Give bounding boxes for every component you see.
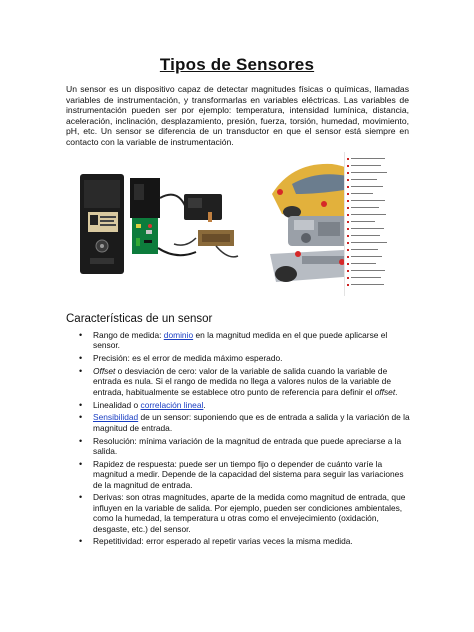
sensor-legend (344, 152, 389, 296)
list-item: • Derivas: son otras magnitudes, aparte de la medida como magnitud de entrada, que influyen en la variable de salida. Por ejemplo, pueden ser condiciones ambientales, como la humedad, la temperatura u otras como el envejecimiento (oxidación, desgaste, etc.) del sensor. (66, 492, 411, 534)
sensibilidad-link[interactable]: Sensibilidad (93, 412, 139, 423)
list-item: • Sensibilidad de un sensor: suponiendo que es de entrada a salida y la variación de la magnitud de entrada. (66, 412, 411, 433)
characteristics-list (66, 330, 411, 549)
correlacion-lineal-link[interactable]: correlación lineal (140, 399, 204, 410)
list-item: • Rango de medida: dominio en la magnitud medida en el que puede aplicarse el sensor. (66, 330, 411, 351)
page-title: Tipos de Sensores (159, 55, 315, 74)
list-item: • Rapidez de respuesta: puede ser un tiempo fijo o depender de cuánto varíe la magnitud a medir. Depende de la capacidad del sistema para seguir las variaciones de la magnitud de entrada. (66, 459, 411, 490)
list-item: • Linealidad o correlación lineal. (66, 400, 411, 410)
sensors-photo (66, 168, 244, 286)
list-item: • Precisión: es el error de medida máximo esperado. (66, 353, 411, 363)
intro-paragraph: Un sensor es un dispositivo capaz de detectar magnitudes físicas o químicas, llamadas variables de instrumentación, y transformarlas en variables eléctricas. Las variables de instrumentación pueden ser por ejemplo: temperatura, intensidad lumínica, distancia, aceleración, inclinación, desplazamiento, presión, fuerza, torsión, humedad, movimiento, pH, etc. Un sensor se diferencia de un transductor en que el sensor está siempre en contacto con la variable de instrumentación. (66, 84, 409, 147)
list-item: • Offset o desviación de cero: valor de la variable de salida cuando la variable de entrada es nula. Si el rango de medida no llega a valores nulos de la variable de entrada, habitualmente se establece otro punto de referencia para definir el offset. (66, 366, 411, 397)
list-item: • Resolución: mínima variación de la magnitud de entrada que puede apreciarse a la salida. (66, 436, 411, 457)
section-heading: Características de un sensor (66, 313, 213, 325)
dominio-link[interactable]: dominio (163, 330, 194, 340)
list-item: • Repetitividad: error esperado al repetir varias veces la misma medida. (66, 536, 411, 546)
